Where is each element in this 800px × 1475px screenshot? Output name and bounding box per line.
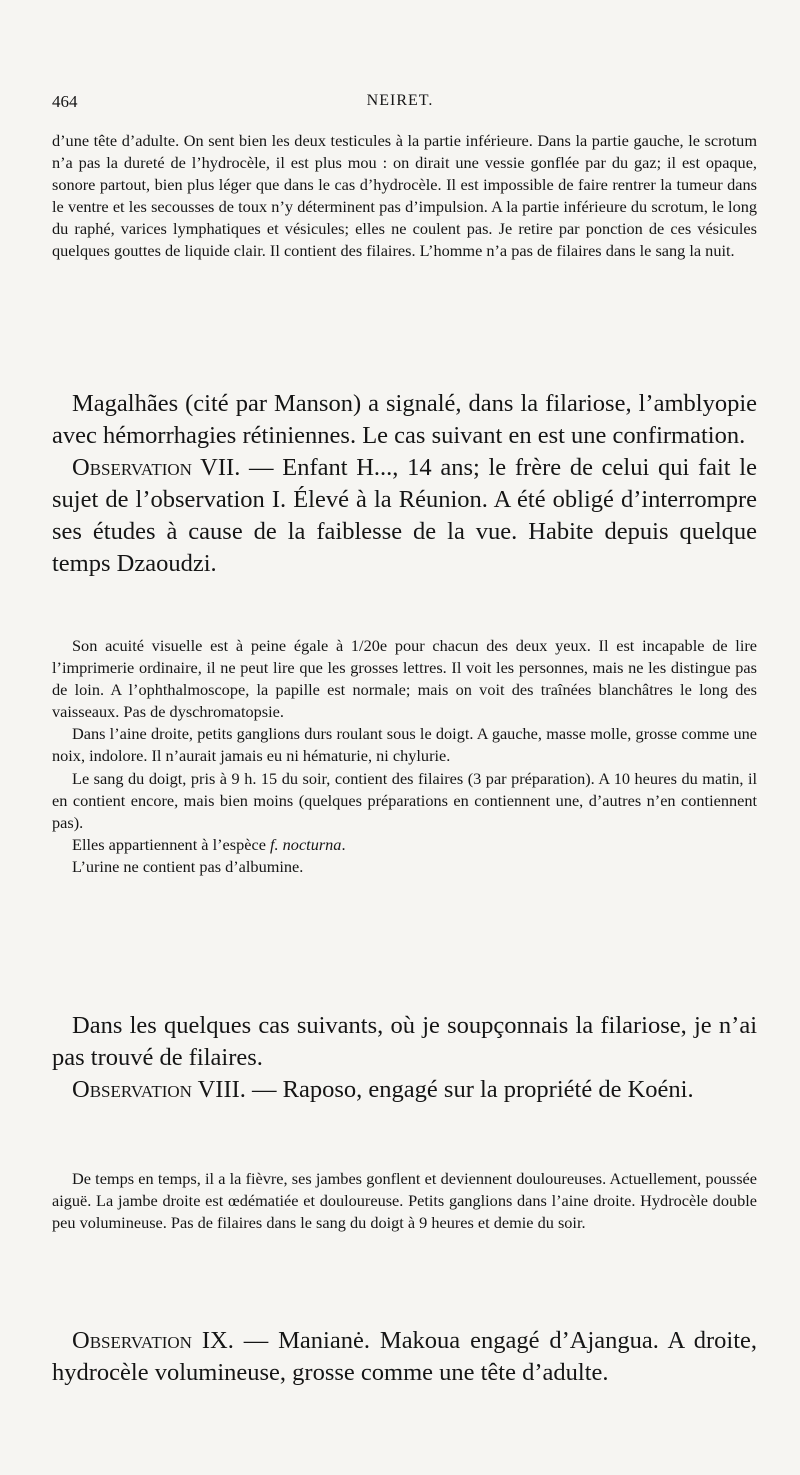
species-name: f. nocturna [270,834,342,854]
observation-viii [52,1074,757,1106]
observation-ix [52,1325,757,1389]
page-number: 464 [52,92,78,111]
observation-label: Observation IX. [72,1327,234,1354]
paragraph: L’urine ne contient pas d’albumine. [72,856,304,876]
paragraph: Dans l’aine droite, petits ganglions durs roulant sous le doigt. A gauche, masse molle, grosse comme une noix, indolore. Il n’aurait jamais eu ni hématurie, ni chylurie. [52,724,757,766]
main-text-block [52,1325,757,1389]
paragraph [52,834,757,856]
paragraph-intro: Dans les quelques cas suivants, où je soupçonnais la filariose, je n’ai pas trouvé de filaires. [52,1012,757,1071]
running-head: NEIRET. [366,92,434,109]
paragraph: Son acuité visuelle est à peine égale à 1/20e pour chacun des deux yeux. Il est incapable de lire l’imprimerie ordinaire, il ne peut lire que les grosses lettres. Il voit les personnes, mais ne les distingue pas de loin. A l’ophthalmoscope, la papille est normale; mais on voit des traînées blanchâtres le long des vaisseaux. Pas de dyschromatopsie. [52,636,757,722]
observation-text: — Manianė. Makoua engagé d’Ajangua. A droite, hydrocèle volumineuse, grosse comme une tête d’adulte. [52,1327,758,1386]
observation-text: — Enfant H..., 14 ans; le frère de celui qui fait le sujet de l’observation I. Élevé à la Réunion. A été obligé d’interrompre ses études à cause de la faiblesse de la vue. Habite depuis quelque temps Dzaoudzi. [52,454,757,577]
paragraph: d’une tête d’adulte. On sent bien les deux testicules à la partie inférieure. Dans la partie gauche, le scrotum n’a pas la dureté de l’hydrocèle, il est plus mou : on dirait une vessie gonflée par du gaz; il est opaque, sonore partout, bien plus léger que dans le cas d’hydrocèle. Il est impossible de faire rentrer la tumeur dans le ventre et les secousses de toux n’y déterminent pas d’impulsion. A la partie inférieure du scrotum, le long du raphé, varices lymphatiques et vésicules; elles ne coulent pas. Je retire par ponction de ces vésicules quelques gouttes de liquide clair. Il contient des filaires. L’homme n’a pas de filaires dans le sang la nuit. [52,131,757,261]
paragraph: Le sang du doigt, pris à 9 h. 15 du soir, contient des filaires (3 par préparation). A 10 heures du matin, il en contient encore, mais bien moins (quelques préparations en contiennent une, d’autres n’en contiennent pas). [52,768,757,832]
main-text-block [52,388,757,580]
observation-label: Observation VIII. [72,1076,246,1103]
observation-viii-details [52,1168,757,1234]
observation-vii [52,452,757,580]
main-text-block [52,1010,757,1106]
observation-label: Observation VII. [72,454,241,481]
page-header [52,92,748,116]
paragraph: De temps en temps, il a la fièvre, ses jambes gonflent et deviennent douloureuses. Actuellement, poussée aiguë. La jambe droite est œdématiée et douloureuse. Petits ganglions dans l’aine droite. Hydrocèle double peu volumineuse. Pas de filaires dans le sang du doigt à 9 heures et demie du soir. [52,1169,757,1233]
paragraph-intro: Magalhães (cité par Manson) a signalé, dans la filariose, l’amblyopie avec hémorrhagies rétiniennes. Le cas suivant en est une confirmation. [52,390,757,449]
text: Elles appartiennent à l’espèce [72,834,270,854]
observation-vii-details [52,635,757,878]
text: . [341,834,346,854]
observation-text: — Raposo, engagé sur la propriété de Koéni. [245,1076,694,1103]
continued-observation [52,130,757,263]
